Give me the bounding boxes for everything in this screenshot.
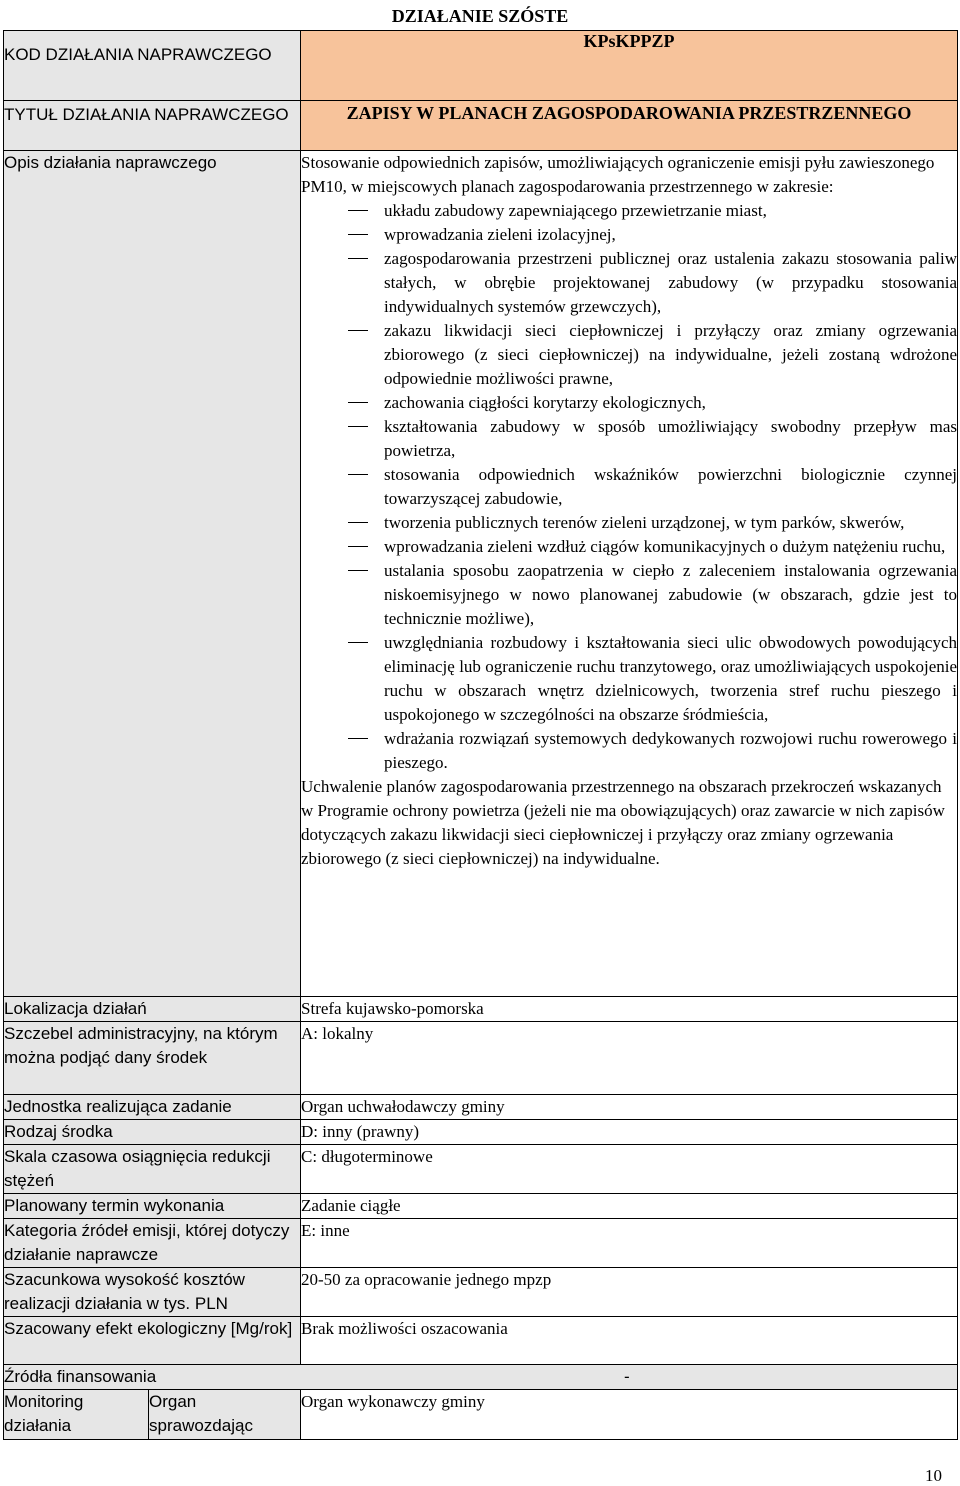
list-item: układu zabudowy zapewniającego przewietrzanie miast,: [301, 199, 957, 223]
description-intro: Stosowanie odpowiednich zapisów, umożliwiających ograniczenie emisji pyłu zawieszonego PM10, w miejscowych planach zagospodarowania przestrzennego w zakresie:: [301, 153, 935, 196]
list-item: wdrażania rozwiązań systemowych dedykowanych rozwojowi ruchu rowerowego i pieszego.: [301, 727, 957, 775]
action-table: [3, 30, 958, 1440]
code-label: KOD DZIAŁANIA NAPRAWCZEGO: [4, 31, 301, 101]
row-label: Jednostka realizująca zadanie: [4, 1095, 301, 1120]
list-item: ustalania sposobu zaopatrzenia w ciepło z zaleceniem instalowania ogrzewania niskoemisyjnego w nowo planowanej zabudowie (w obszarach, gdzie jest to technicznie możliwe),: [301, 559, 957, 631]
table-row: [4, 1022, 958, 1095]
table-row: [4, 101, 958, 151]
code-value: KPsKPPZP: [301, 31, 958, 101]
row-value: 20-50 za opracowanie jednego mpzp: [301, 1268, 958, 1317]
row-value: -: [624, 1367, 630, 1386]
row-value: Zadanie ciągłe: [301, 1194, 958, 1219]
monitoring-label: Monitoring działania: [4, 1390, 149, 1440]
funding-cell: [4, 1365, 958, 1390]
list-item: kształtowania zabudowy w sposób umożliwiający swobodny przepływ mas powietrza,: [301, 415, 957, 463]
row-label: Rodzaj środka: [4, 1120, 301, 1145]
page-number: 10: [925, 1466, 942, 1485]
list-item: stosowania odpowiednich wskaźników powierzchni biologicznie czynnej towarzyszącej zabudowie,: [301, 463, 957, 511]
table-row: [4, 1219, 958, 1268]
list-item: zachowania ciągłości korytarzy ekologicznych,: [301, 391, 957, 415]
list-item: tworzenia publicznych terenów zieleni urządzonej, w tym parków, skwerów,: [301, 511, 957, 535]
list-item: wprowadzania zieleni wzdłuż ciągów komunikacyjnych o dużym natężeniu ruchu,: [301, 535, 957, 559]
table-row: [4, 1120, 958, 1145]
list-item: zakazu likwidacji sieci ciepłowniczej i przyłączy oraz zmiany ogrzewania zbiorowego (z sieci ciepłowniczej) na indywidualne, jeżeli zostaną wdrożone odpowiednie możliwości prawne,: [301, 319, 957, 391]
row-label: Szczebel administracyjny, na którym można podjąć dany środek: [4, 1022, 301, 1095]
row-value: A: lokalny: [301, 1022, 958, 1095]
row-label: Źródła finansowania: [4, 1367, 157, 1386]
row-value: E: inne: [301, 1219, 958, 1268]
table-row: [4, 1390, 958, 1440]
row-value: Brak możliwości oszacowania: [301, 1317, 958, 1365]
row-value: Organ uchwałodawczy gminy: [301, 1095, 958, 1120]
description-outro: Uchwalenie planów zagospodarowania przestrzennego na obszarach przekroczeń wskazanych w Programie ochrony powietrza (jeżeli nie ma obowiązujących) oraz zawarcie w nich zapisów dotyczących zakazu likwidacji sieci ciepłowniczej i przyłączy oraz zmiany ogrzewania zbiorowego (z sieci ciepłowniczej) na indywidualne.: [301, 777, 945, 868]
table-row: [4, 151, 958, 997]
list-item: uwzględniania rozbudowy i kształtowania sieci ulic obwodowych powodujących eliminację lub ograniczenie ruchu tranzytowego, oraz umożliwiających uspokojenie ruchu w obszarach wnętrz dzielnicowych, tworzenia stref ruchu pieszego i uspokojonego w szczególności na obszarze śródmieścia,: [301, 631, 957, 727]
description-list: [301, 199, 957, 775]
row-label: Szacowany efekt ekologiczny [Mg/rok]: [4, 1317, 301, 1365]
row-label: Skala czasowa osiągnięcia redukcji stężeń: [4, 1145, 301, 1194]
table-row: [4, 997, 958, 1022]
table-row: [4, 1194, 958, 1219]
table-row: [4, 1145, 958, 1194]
title-label: TYTUŁ DZIAŁANIA NAPRAWCZEGO: [4, 101, 301, 151]
monitoring-sublabel: Organ sprawozdając: [149, 1390, 301, 1440]
description-cell: [301, 151, 958, 997]
table-row: [4, 31, 958, 101]
title-value: ZAPISY W PLANACH ZAGOSPODAROWANIA PRZESTRZENNEGO: [301, 101, 958, 151]
row-value: C: długoterminowe: [301, 1145, 958, 1194]
page-heading: DZIAŁANIE SZÓSTE: [391, 6, 569, 26]
row-label: Kategoria źródeł emisji, której dotyczy działanie naprawcze: [4, 1219, 301, 1268]
row-label: Szacunkowa wysokość kosztów realizacji działania w tys. PLN: [4, 1268, 301, 1317]
table-row: [4, 1095, 958, 1120]
table-row: [4, 1268, 958, 1317]
row-label: Planowany termin wykonania: [4, 1194, 301, 1219]
list-item: zagospodarowania przestrzeni publicznej oraz ustalenia zakazu stosowania paliw stałych, w obrębie projektowanej zabudowy (w przypadku stosowania indywidualnych systemów grzewczych),: [301, 247, 957, 319]
row-value: Strefa kujawsko-pomorska: [301, 997, 958, 1022]
monitoring-value: Organ wykonawczy gminy: [301, 1390, 958, 1440]
list-item: wprowadzania zieleni izolacyjnej,: [301, 223, 957, 247]
table-row: [4, 1317, 958, 1365]
table-row: [4, 1365, 958, 1390]
row-label: Lokalizacja działań: [4, 997, 301, 1022]
description-label: Opis działania naprawczego: [4, 151, 301, 997]
row-value: D: inny (prawny): [301, 1120, 958, 1145]
